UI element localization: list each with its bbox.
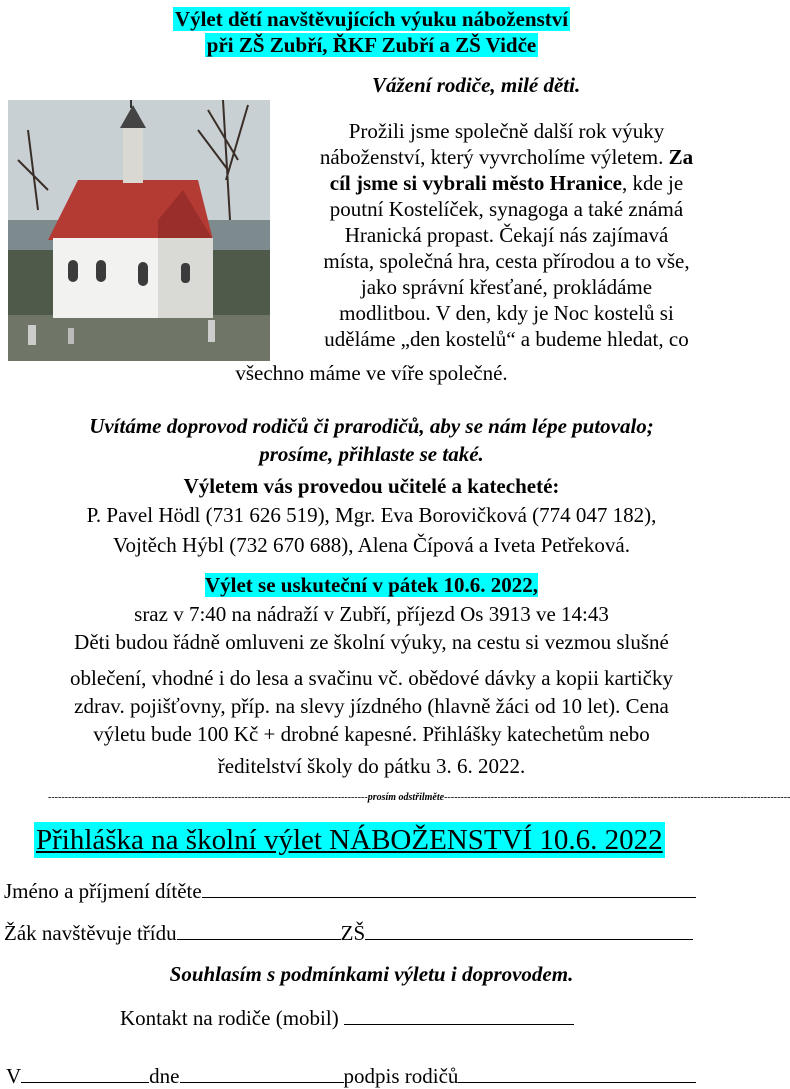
contact-label: Kontakt na rodiče (mobil) [120, 1006, 339, 1030]
contact-row [120, 1004, 574, 1031]
intro-line: cíl jsme si vybrali město Hranice, kde je [329, 171, 684, 195]
class-row [4, 919, 693, 946]
title-line-1: Výlet dětí navštěvujících výuku náboženství [174, 7, 569, 31]
chapel-photo [8, 100, 270, 361]
date-field[interactable] [180, 1062, 344, 1083]
details-line: zdrav. pojišťovny, příp. na slevy jízdného (hlavně žáci od 10 let). Cena [74, 694, 669, 718]
greeting: Vážení rodiče, milé děti. [372, 73, 581, 97]
child-name-row [4, 877, 696, 904]
guides-line-2: Vojtěch Hýbl (732 670 688), Alena Čípová a Iveta Petřeková. [113, 533, 630, 557]
cut-line: ------------------------------------------------------------------------------------------------prosím odstřilměte-------------------------------------------------------------------------------------------------------- [48, 792, 790, 803]
place-label: V [6, 1064, 22, 1088]
details-line: Děti budou řádně omluveni ze školní výuky, na cestu si vezmou slušné [74, 630, 669, 654]
cut-label: prosím odstřilměte [367, 792, 445, 803]
title-line-2: při ZŠ Zubří, ŘKF Zubří a ZŠ Vidče [206, 33, 537, 57]
class-field[interactable] [177, 919, 341, 940]
signature-row [6, 1062, 696, 1089]
class-label: Žák navštěvuje třídu [4, 921, 177, 945]
details-line: sraz v 7:40 na nádraží v Zubří, příjezd Os 3913 ve 14:43 [134, 602, 609, 626]
details-line: ředitelství školy do pátku 3. 6. 2022. [217, 754, 526, 778]
details-line: oblečení, vhodné i do lesa a svačinu vč. obědové dávky a kopii kartičky [70, 666, 673, 690]
form-title: Přihláška na školní výlet NÁBOŽENSTVÍ 10.6. 2022 [36, 824, 663, 856]
consent-text: Souhlasím s podmínkami výletu i doprovodem. [169, 962, 574, 986]
school-label: ZŠ [340, 921, 366, 945]
intro-line: Prožili jsme společně další rok výuky [348, 119, 665, 143]
child-name-label: Jméno a příjmení dítěte [4, 879, 202, 903]
intro-line: jako správní křesťané, prokládáme [360, 275, 653, 299]
invite-line-1: Uvítáme doprovod rodičů či prarodičů, aby se nám lépe putovalo; [89, 414, 654, 438]
place-field[interactable] [21, 1062, 149, 1083]
guides-line-1: P. Pavel Hödl (731 626 519), Mgr. Eva Borovičková (774 047 182), [86, 503, 657, 527]
intro-line: uděláme „den kostelů“ a budeme hledat, co [324, 327, 689, 351]
intro-line: náboženství, který vyvrcholíme výletem. Za [319, 145, 694, 169]
invite-line-2: prosíme, přihlaste se také. [259, 442, 484, 466]
intro-line: modlitbou. V den, kdy je Noc kostelů si [339, 301, 674, 325]
signature-field[interactable] [458, 1062, 696, 1083]
intro-line: poutní Kostelíček, synagoga a také známá [329, 197, 684, 221]
signature-label: podpis rodičů [343, 1064, 459, 1088]
intro-line: všechno máme ve víře společné. [235, 361, 508, 385]
child-name-field[interactable] [202, 877, 696, 898]
trip-date: Výlet se uskuteční v pátek 10.6. 2022, [204, 573, 539, 597]
document-title [0, 6, 743, 58]
intro-line: místa, společná hra, cesta přírodou a to vše, [323, 249, 690, 273]
intro-line: Hranická propast. Čekají nás zajímavá [344, 223, 669, 247]
details-line: výletu bude 100 Kč + drobné kapesné. Přihlášky katechetům nebo [93, 722, 650, 746]
school-field[interactable] [365, 919, 693, 940]
date-label: dne [149, 1064, 180, 1088]
guides-heading: Výletem vás provedou učitelé a katecheté: [183, 474, 560, 498]
contact-field[interactable] [344, 1004, 574, 1025]
